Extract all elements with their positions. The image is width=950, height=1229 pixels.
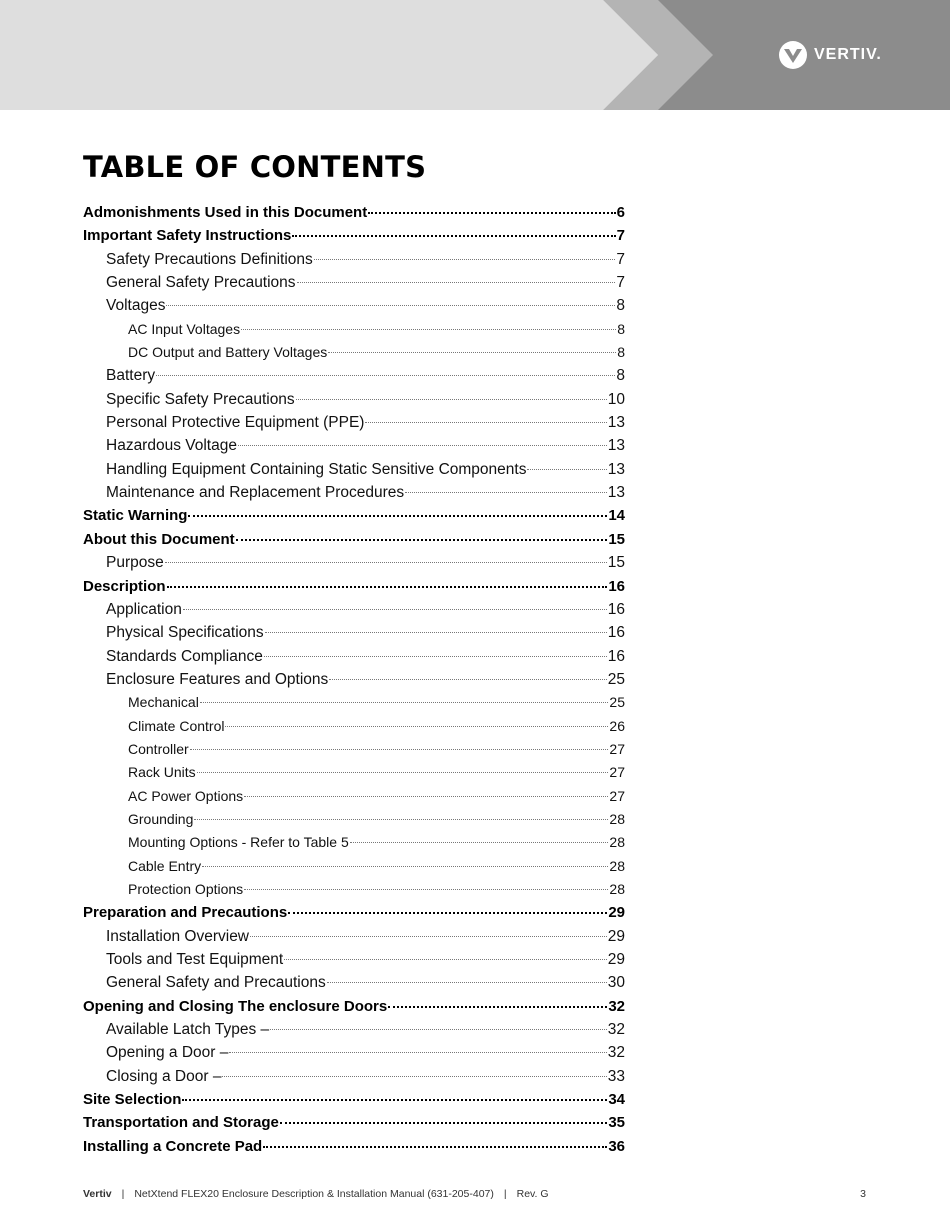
toc-entry-level-2[interactable] — [83, 1041, 625, 1064]
toc-dot-leader — [280, 1122, 607, 1124]
toc-dot-leader — [328, 352, 616, 353]
toc-entry-page-number: 25 — [607, 670, 625, 688]
toc-entry-page-number: 29 — [607, 927, 625, 945]
toc-entry-level-2[interactable] — [83, 481, 625, 504]
table-of-contents — [83, 201, 625, 1158]
toc-entry-label: Static Warning — [83, 507, 188, 525]
toc-entry-page-number: 30 — [607, 974, 625, 992]
toc-entry-level-2[interactable] — [83, 598, 625, 621]
footer-page-number: 3 — [860, 1188, 866, 1200]
toc-entry-label: About this Document — [83, 530, 235, 548]
logo-wordmark: VERTIV. — [814, 46, 882, 63]
toc-entry-level-2[interactable] — [83, 248, 625, 271]
toc-dot-leader — [166, 305, 615, 306]
toc-entry-label: Tools and Test Equipment — [106, 951, 284, 968]
toc-entry-level-3[interactable] — [83, 855, 625, 878]
toc-entry-page-number: 13 — [607, 484, 625, 502]
toc-entry-level-3[interactable] — [83, 831, 625, 854]
toc-entry-page-number: 25 — [609, 694, 625, 711]
toc-entry-level-3[interactable] — [83, 808, 625, 831]
toc-entry-label: Voltages — [106, 297, 166, 315]
toc-dot-leader — [188, 515, 607, 517]
toc-entry-page-number: 15 — [607, 554, 625, 572]
toc-entry-page-number: 26 — [609, 717, 625, 734]
toc-entry-page-number: 13 — [607, 437, 625, 455]
toc-entry-label: General Safety Precautions — [106, 274, 296, 292]
toc-entry-level-1[interactable] — [83, 1135, 625, 1158]
toc-entry-level-3[interactable] — [83, 878, 625, 901]
toc-entry-level-2[interactable] — [83, 271, 625, 294]
toc-entry-level-1[interactable] — [83, 1088, 625, 1111]
toc-entry-label: Battery — [106, 367, 156, 385]
toc-entry-level-2[interactable] — [83, 621, 625, 644]
toc-entry-label: Available Latch Types – — [106, 1021, 270, 1039]
toc-entry-level-1[interactable] — [83, 201, 625, 224]
toc-entry-level-2[interactable] — [83, 411, 625, 434]
toc-entry-label: Description — [83, 577, 166, 595]
toc-dot-leader — [244, 889, 608, 890]
toc-dot-leader — [236, 539, 608, 541]
page-title: TABLE OF CONTENTS — [83, 150, 427, 184]
toc-entry-level-2[interactable] — [83, 971, 625, 994]
toc-entry-level-3[interactable] — [83, 691, 625, 714]
toc-entry-label: AC Power Options — [128, 787, 244, 804]
toc-dot-leader — [229, 1052, 606, 1053]
toc-entry-label: DC Output and Battery Voltages — [128, 344, 328, 361]
toc-entry-label: Physical Specifications — [106, 624, 264, 642]
toc-entry-page-number: 7 — [616, 227, 625, 245]
toc-entry-page-number: 13 — [607, 460, 625, 478]
toc-entry-label: Rack Units — [128, 764, 196, 781]
toc-entry-page-number: 8 — [617, 344, 625, 361]
toc-dot-leader — [292, 235, 615, 237]
footer-revision: Rev. G — [516, 1188, 549, 1200]
toc-entry-label: Installation Overview — [106, 927, 250, 945]
toc-entry-page-number: 29 — [608, 904, 625, 922]
toc-entry-level-2[interactable] — [83, 458, 625, 481]
toc-entry-page-number: 7 — [616, 274, 625, 292]
toc-entry-page-number: 27 — [609, 740, 625, 757]
toc-entry-page-number: 32 — [608, 997, 625, 1015]
toc-dot-leader — [270, 1029, 607, 1030]
toc-entry-label: Hazardous Voltage — [106, 437, 237, 455]
toc-entry-page-number: 16 — [608, 577, 625, 595]
toc-entry-label: General Safety and Precautions — [106, 974, 326, 992]
toc-entry-level-2[interactable] — [83, 925, 625, 948]
vertiv-logo-icon — [778, 40, 808, 70]
toc-dot-leader — [194, 819, 608, 820]
toc-entry-label: Maintenance and Replacement Procedures — [106, 484, 405, 502]
toc-dot-leader — [329, 679, 606, 680]
toc-entry-page-number: 8 — [616, 297, 625, 315]
toc-entry-label: Protection Options — [128, 880, 244, 897]
toc-entry-page-number: 34 — [608, 1091, 625, 1109]
toc-entry-page-number: 6 — [616, 204, 625, 221]
toc-entry-label: Climate Control — [128, 717, 225, 734]
toc-dot-leader — [314, 259, 616, 260]
toc-dot-leader — [250, 936, 607, 937]
toc-entry-page-number: 16 — [607, 624, 625, 642]
toc-entry-level-2[interactable] — [83, 388, 625, 411]
toc-entry-page-number: 36 — [608, 1137, 625, 1155]
toc-entry-page-number: 16 — [607, 647, 625, 665]
toc-entry-level-3[interactable] — [83, 738, 625, 761]
toc-entry-label: Transportation and Storage — [83, 1114, 279, 1132]
toc-entry-page-number: 10 — [607, 390, 625, 408]
toc-entry-page-number: 28 — [609, 834, 625, 851]
toc-entry-level-2[interactable] — [83, 668, 625, 691]
toc-dot-leader — [264, 656, 607, 657]
toc-entry-level-3[interactable] — [83, 715, 625, 738]
toc-entry-page-number: 13 — [607, 414, 625, 432]
toc-entry-level-1[interactable] — [83, 901, 625, 924]
toc-entry-label: Application — [106, 600, 182, 618]
toc-entry-level-2[interactable] — [83, 645, 625, 668]
header-banner — [0, 0, 950, 110]
toc-entry-level-3[interactable] — [83, 341, 625, 364]
toc-entry-label: Specific Safety Precautions — [106, 390, 295, 408]
toc-entry-page-number: 29 — [607, 951, 625, 968]
toc-dot-leader — [244, 796, 608, 797]
toc-dot-leader — [225, 726, 608, 727]
toc-dot-leader — [350, 842, 609, 843]
footer-separator: | — [503, 1188, 507, 1200]
toc-entry-label: Important Safety Instructions — [83, 227, 292, 245]
toc-entry-level-3[interactable] — [83, 318, 625, 341]
footer-document-title: NetXtend FLEX20 Enclosure Description & Installation Manual (631-205-407) — [134, 1188, 494, 1200]
toc-entry-label: Site Selection — [83, 1091, 182, 1109]
toc-entry-page-number: 15 — [608, 530, 625, 548]
toc-dot-leader — [183, 609, 607, 610]
toc-dot-leader — [165, 562, 607, 563]
toc-entry-label: Mounting Options - Refer to Table 5 — [128, 834, 349, 851]
toc-dot-leader — [167, 586, 608, 588]
toc-entry-level-3[interactable] — [83, 785, 625, 808]
footer-brand: Vertiv — [83, 1188, 112, 1200]
toc-entry-level-1[interactable] — [83, 528, 625, 551]
toc-entry-level-2[interactable] — [83, 434, 625, 457]
toc-entry-label: Handling Equipment Containing Static Sensitive Components — [106, 460, 527, 478]
toc-entry-label: Grounding — [128, 810, 194, 827]
toc-entry-level-2[interactable] — [83, 1065, 625, 1088]
toc-entry-page-number: 16 — [607, 600, 625, 618]
toc-entry-page-number: 28 — [609, 810, 625, 827]
toc-entry-page-number: 27 — [609, 764, 625, 781]
toc-entry-level-2[interactable] — [83, 948, 625, 971]
toc-entry-level-1[interactable] — [83, 504, 625, 527]
toc-entry-label: Cable Entry — [128, 857, 202, 874]
toc-dot-leader — [156, 375, 615, 376]
toc-dot-leader — [190, 749, 609, 750]
toc-dot-leader — [241, 329, 616, 330]
toc-entry-label: Personal Protective Equipment (PPE) — [106, 414, 365, 432]
toc-entry-level-1[interactable] — [83, 995, 625, 1018]
toc-entry-level-1[interactable] — [83, 224, 625, 247]
toc-entry-label: Closing a Door – — [106, 1067, 222, 1085]
toc-entry-label: Mechanical — [128, 694, 199, 711]
toc-entry-level-1[interactable] — [83, 575, 625, 598]
toc-entry-page-number: 35 — [608, 1114, 625, 1132]
toc-entry-level-3[interactable] — [83, 761, 625, 784]
toc-dot-leader — [265, 632, 607, 633]
toc-entry-level-2[interactable] — [83, 364, 625, 387]
toc-dot-leader — [296, 399, 607, 400]
toc-entry-level-2[interactable] — [83, 551, 625, 574]
toc-dot-leader — [297, 282, 616, 283]
toc-entry-label: Enclosure Features and Options — [106, 670, 329, 688]
toc-dot-leader — [238, 445, 607, 446]
page-footer — [83, 1188, 866, 1200]
toc-entry-page-number: 8 — [616, 367, 625, 385]
toc-entry-label: Installing a Concrete Pad — [83, 1137, 263, 1155]
toc-entry-label: Preparation and Precautions — [83, 904, 288, 922]
toc-dot-leader — [200, 702, 609, 703]
footer-separator: | — [121, 1188, 125, 1200]
toc-dot-leader — [182, 1099, 607, 1101]
toc-dot-leader — [222, 1076, 606, 1077]
toc-entry-page-number: 32 — [607, 1044, 625, 1062]
toc-entry-label: Purpose — [106, 554, 164, 572]
toc-entry-label: Safety Precautions Definitions — [106, 250, 313, 268]
toc-dot-leader — [202, 866, 608, 867]
toc-dot-leader — [368, 212, 615, 214]
toc-entry-level-1[interactable] — [83, 1111, 625, 1134]
toc-dot-leader — [284, 959, 607, 960]
toc-entry-label: AC Input Voltages — [128, 320, 241, 337]
toc-dot-leader — [197, 772, 609, 773]
toc-entry-page-number: 14 — [608, 507, 625, 525]
vertiv-logo[interactable] — [778, 40, 882, 70]
toc-entry-page-number: 28 — [609, 857, 625, 874]
toc-dot-leader — [527, 469, 606, 470]
toc-entry-page-number: 33 — [607, 1067, 625, 1085]
toc-dot-leader — [388, 1006, 607, 1008]
toc-entry-level-2[interactable] — [83, 294, 625, 317]
toc-entry-label: Opening a Door – — [106, 1044, 229, 1062]
toc-dot-leader — [327, 982, 607, 983]
toc-entry-label: Controller — [128, 740, 189, 757]
toc-entry-label: Standards Compliance — [106, 647, 263, 665]
toc-entry-page-number: 27 — [609, 787, 625, 804]
toc-entry-page-number: 28 — [609, 880, 625, 897]
toc-dot-leader — [365, 422, 606, 423]
toc-entry-page-number: 32 — [607, 1021, 625, 1039]
toc-dot-leader — [288, 912, 607, 914]
toc-entry-label: Admonishments Used in this Document — [83, 204, 368, 221]
toc-entry-level-2[interactable] — [83, 1018, 625, 1041]
toc-entry-page-number: 7 — [616, 250, 625, 268]
toc-entry-page-number: 8 — [617, 320, 625, 337]
toc-dot-leader — [405, 492, 607, 493]
toc-dot-leader — [263, 1146, 607, 1148]
toc-entry-label: Opening and Closing The enclosure Doors — [83, 997, 388, 1015]
